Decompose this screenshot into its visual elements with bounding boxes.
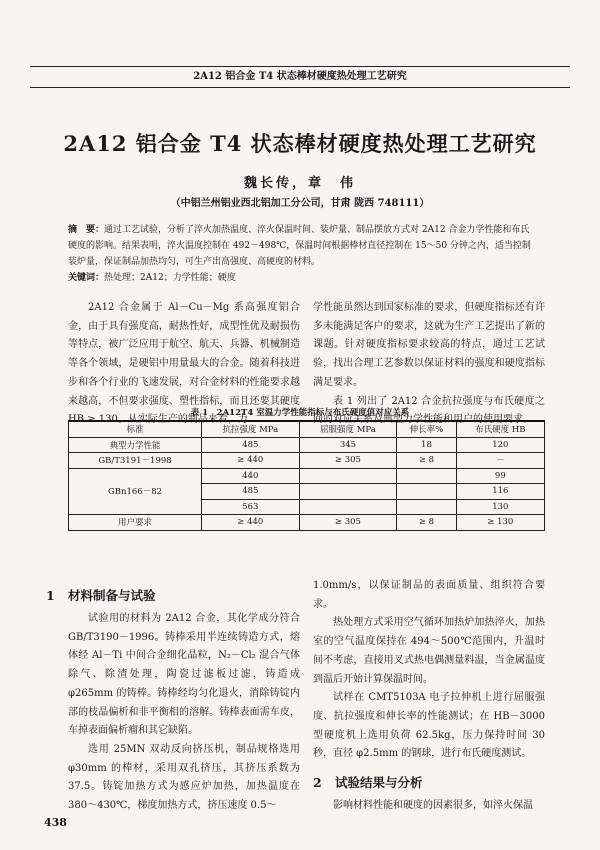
table-cell (397, 468, 456, 484)
table-header-cell: 布氏硬度 HB (456, 421, 544, 437)
keywords (68, 270, 532, 286)
table-cell: 120 (456, 437, 544, 453)
table-cell: 116 (456, 484, 544, 500)
section-number: 2 (313, 775, 322, 790)
abstract (68, 222, 532, 286)
table-cell (299, 484, 397, 500)
table-cell: 485 (202, 437, 300, 453)
section-1-body (68, 610, 300, 816)
table-cell: ≥ 305 (299, 453, 397, 469)
table-cell: ≥ 305 (299, 515, 397, 531)
table-cell: 18 (397, 437, 456, 453)
section-1-paragraph: 试样在 CMT5103A 电子拉伸机上进行屈服强度、抗拉强度和伸长率的性能测试；在 HB－3000 型硬度机上选用负荷 62.5kg，压力保持时间 30 秒，直径 φ2.5mm 的钢球，进行布氏硬度测试。 (313, 692, 545, 760)
section-title: 试验结果与分析 (335, 775, 423, 790)
table-cell: ≥ 440 (202, 453, 300, 469)
table-cell: 99 (456, 468, 544, 484)
section-2-paragraph: 影响材料性能和硬度的因素很多，如淬火保温 (333, 800, 533, 811)
abstract-body (68, 222, 532, 270)
table-cell (299, 499, 397, 515)
section-2-heading (313, 773, 423, 791)
table-cell: GBn166－82 (69, 468, 202, 515)
table-cell: 440 (202, 468, 300, 484)
table-row (69, 437, 545, 453)
affiliation: （中铝兰州铝业西北铝加工分公司，甘肃 陇西 748111） (170, 198, 430, 209)
table-cell: 485 (202, 484, 300, 500)
abstract-text: 通过工艺试验，分析了淬火加热温度、淬火保温时间、装炉量、制品摆放方式对 2A12 合金力学性能和布氏硬度的影响。结果表明，淬火温度控制在 492－498℃，保温时间根据棒材直径控制在 15～50 分钟之内，适当控制装炉量，保证制品加热均匀，可生产出高强度、高硬度的材料。 (68, 225, 531, 267)
table-cell: GB/T3191－1998 (69, 453, 202, 469)
table-header-cell: 伸长率% (397, 421, 456, 437)
section-1-paragraph: 选用 25MN 双动反向挤压机，制品规格选用 φ30mm 的棒材，采用双孔挤压，其挤压系数为 37.5。铸锭加热方式为感应炉加热，加热温度在 380～430℃，梯度加热方式，挤压速度 0.5～ (68, 743, 300, 812)
table-cell (397, 499, 456, 515)
table-cell: ≥ 8 (397, 453, 456, 469)
table-row (69, 515, 545, 531)
authors: 魏长传，章 伟 (243, 176, 356, 191)
running-header: 2A12 铝合金 T4 状态棒材硬度热处理工艺研究 (30, 66, 570, 88)
right-lower-column (313, 577, 545, 764)
section-1-paragraph: 热处理方式采用空气循环加热炉加热淬火，加热室的空气温度保持在 494～500℃范围内，升温时间不考虑，直接用叉式热电偶测量料温，当金属温度到温后开始计算保温时间。 (313, 617, 545, 685)
table-row (69, 468, 545, 484)
properties-table (68, 420, 545, 531)
table-header-cell: 抗拉强度 MPa (202, 421, 300, 437)
section-1-paragraph: 试验用的材料为 2A12 合金，其化学成分符合 GB/T3190－1996。铸棒采用半连续铸造方式，熔体经 Al－Ti 中间合金细化晶粒，N₂－Cl₂ 混合气体除气、除渣处理，陶瓷过滤板过滤，铸造成 φ265mm 的铸棒。铸棒经均匀化退火，消除铸锭内部的枝晶偏析和非平衡相的溶解。铸棒表面需车皮，车掉表面偏析瘤和其它缺陷。 (68, 613, 300, 737)
keywords-label: 关键词： (68, 273, 105, 283)
intro-paragraph-continued: 学性能虽然达到国家标准的要求，但硬度指标还有许多未能满足客户的要求，这就为生产工艺提出了新的课题。针对硬度指标要求较高的特点，通过工艺试验，找出合理工艺参数以保证材料的强度和硬度指标满足要求。 (313, 302, 545, 388)
table-cell: ≥ 8 (397, 515, 456, 531)
table-cell (299, 468, 397, 484)
keywords-text: 热处理；2A12；力学性能；硬度 (104, 273, 236, 283)
table-cell: 典型力学性能 (69, 437, 202, 453)
table-cell: － (456, 453, 544, 469)
table-header-row (69, 421, 545, 437)
table-cell: ≥ 440 (202, 515, 300, 531)
section-1-paragraph-continued: 1.0mm/s，以保证制品的表面质量、组织符合要求。 (313, 580, 545, 610)
table-cell: 345 (299, 437, 397, 453)
table-cell: ≥ 130 (456, 515, 544, 531)
intro-paragraph: 2A12 合金属于 Al－Cu－Mg 系高强度铝合金，由于具有强度高，耐热性好，成型性优及耐损伤等特点，被广泛应用于航空、航天、兵器、机械制造等各个领域，是硬铝中用量最大的合金。随着科技进步和各个行业的飞速发展，对合金材料的性能要求越来越高，不但要求强度、塑性指标，而且还要其硬度 HB ≥ 130。从实际生产的制品来看，力 (68, 302, 300, 426)
table-caption: 表 1 2A12T4 室温力学性能指标与布氏硬度值对应关系 (190, 408, 410, 418)
section-number: 1 (46, 588, 55, 603)
abstract-label: 摘 要： (68, 225, 105, 235)
table-row (69, 453, 545, 469)
table-header-cell: 屈服强度 MPa (299, 421, 397, 437)
table-cell (397, 484, 456, 500)
section-1-heading (46, 586, 156, 604)
page-title: 2A12 铝合金 T4 状态棒材硬度热处理工艺研究 (63, 131, 537, 156)
intro-paragraph-table-ref: 表 1 列出了 2A12 合金抗拉强度与布氏硬度之间的对应关系及典型力学性能和用户的使用要求。 (313, 395, 545, 426)
section-title: 材料制备与试验 (68, 588, 156, 603)
table-cell: 130 (456, 499, 544, 515)
section-2-body (313, 797, 545, 816)
page-number: 438 (44, 816, 67, 829)
table-cell: 563 (202, 499, 300, 515)
table-header-cell: 标准 (69, 421, 202, 437)
table-cell: 用户要求 (69, 515, 202, 531)
